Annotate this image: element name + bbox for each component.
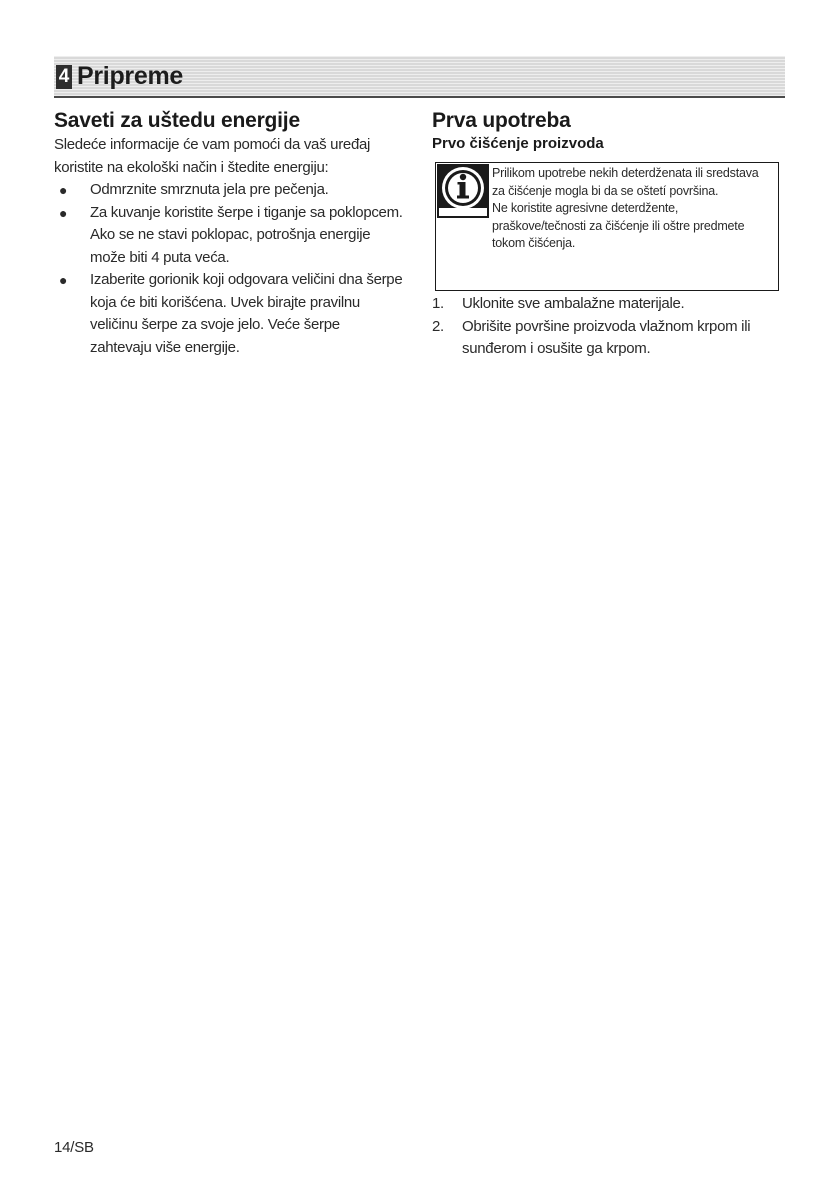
info-line: Prilikom upotrebe nekih deterdženata ili sredstava za čišćenje mogla bi da se oštetí površina. <box>492 166 759 198</box>
left-column <box>54 108 404 359</box>
list-item <box>54 269 404 359</box>
subsection-heading-first-cleaning: Prvo čišćenje proizvoda <box>432 135 604 152</box>
step-text: Obrišite površine proizvoda vlažnom krpom ili sunđerom i osušite ga krpom. <box>462 317 751 357</box>
right-column <box>432 108 785 361</box>
step-number: 2. <box>432 317 444 335</box>
step-number: 1. <box>432 295 444 312</box>
chapter-number: 4 <box>56 65 72 89</box>
chapter-title: Pripreme <box>77 62 183 90</box>
chapter-header <box>54 56 785 98</box>
info-line: Ne koristite agresivne deterdžente, praškove/tečnosti za čišćenje ili oštre predmete tokom čišćenja. <box>492 201 745 250</box>
bullet-icon: ● <box>59 272 68 288</box>
list-item-text: Izaberite gorionik koji odgovara veličini dna šerpe koja će biti korišćena. Uvek birajte pravilnu veličinu šerpe za svoje jelo. Veće šerpe zahtevaju više energije. <box>90 271 403 356</box>
steps-list <box>432 293 785 361</box>
list-item <box>54 202 404 270</box>
info-note-box <box>435 162 779 291</box>
bullet-icon: ● <box>59 182 68 198</box>
bullet-icon: ● <box>59 204 68 221</box>
tips-list <box>54 179 404 359</box>
section-heading-energy-saving: Saveti za uštedu energije <box>54 109 300 132</box>
list-item <box>54 179 404 202</box>
section-heading-first-use: Prva upotreba <box>432 109 571 132</box>
list-item-text: Odmrznite smrznuta jela pre pečenja. <box>90 181 329 198</box>
list-item <box>432 293 785 316</box>
info-note-text <box>492 165 772 253</box>
list-item <box>432 316 785 361</box>
info-icon <box>437 164 489 218</box>
intro-paragraph: Sledeće informacije će vam pomoći da vaš uređaj koristite na ekološki način i štedite energiju: <box>54 136 371 176</box>
step-text: Uklonite sve ambalažne materijale. <box>462 295 685 312</box>
page-number: 14/SB <box>54 1139 94 1156</box>
list-item-text: Za kuvanje koristite šerpe i tiganje sa poklopcem. Ako se ne stavi poklopac, potrošnja energije može biti 4 puta veća. <box>90 203 403 266</box>
